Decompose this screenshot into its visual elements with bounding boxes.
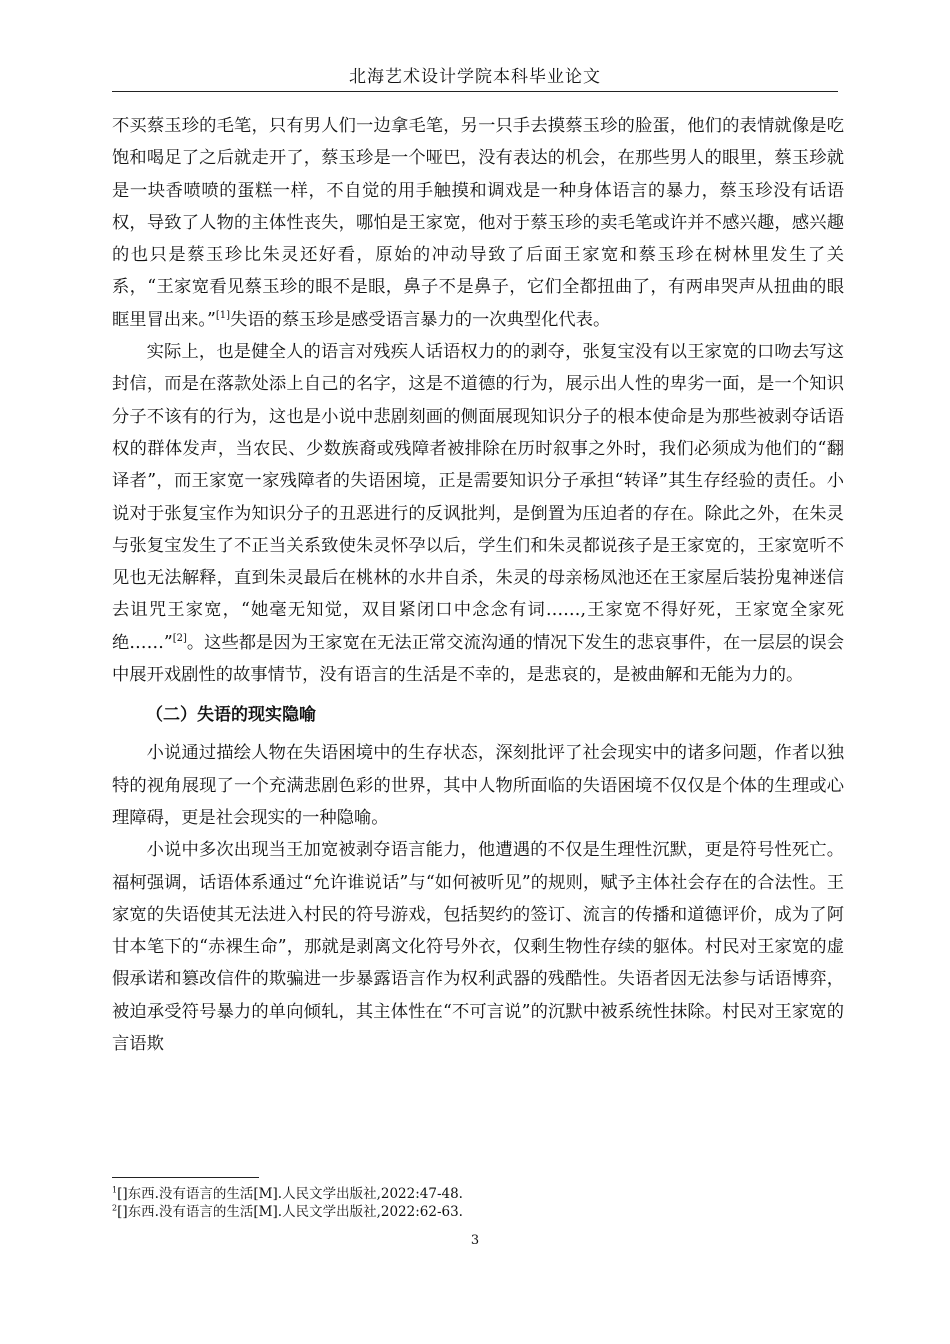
paragraph-1-text-a: 不买蔡玉珍的毛笔，只有男人们一边拿毛笔，另一只手去摸蔡玉珍的脸蛋，他们的表情就像是吃饱和喝足了之后就走开了，蔡玉珍是一个哑巴，没有表达的机会，在那些男人的眼里，蔡玉珍就是一块香喷喷的蛋糕一样，不自觉的用手触摸和调戏是一种身体语言的暴力，蔡玉珍没有话语权，导致了人物的主体性丧失，哪怕是王家宽，他对于蔡玉珍的卖毛笔或许并不感兴趣，感兴趣的也只是蔡玉珍比朱灵还好看，原始的冲动导致了后面王家宽和蔡玉珍在树林里发生了关系，“王家宽看见蔡玉珍的眼不是眼，鼻子不是鼻子，它们全都扭曲了，有两串哭声从扭曲的眼眶里冒出来。” [112,116,844,330]
footnote-2-text: []东西.没有语言的生活[M].人民文学出版社,2022:62-63. [117,1204,463,1220]
footnote-1-mark: 1 [112,1185,118,1195]
footnote-1 [112,1185,844,1203]
header-divider [112,91,838,92]
citation-2: [2] [172,632,187,644]
page-header-title: 北海艺术设计学院本科毕业论文 [349,67,601,87]
footnotes [112,1185,844,1221]
paragraph-3: 小说通过描绘人物在失语困境中的生存状态，深刻批评了社会现实中的诸多问题，作者以独特的视角展现了一个充满悲剧色彩的世界，其中人物所面临的失语困境不仅仅是个体的生理或心理障碍，更是社会现实的一种隐喻。 [112,743,844,828]
footnote-divider [112,1177,259,1178]
paragraph-1-text-b: 失语的蔡玉珍是感受语言暴力的一次典型化代表。 [230,309,611,330]
body-text [112,110,844,1060]
paragraph-4: 小说中多次出现当王加宽被剥夺语言能力，他遭遇的不仅是生理性沉默，更是符号性死亡。福柯强调，话语体系通过“允许谁说话”与“如何被听见”的规则，赋予主体社会存在的合法性。王家宽的失语使其无法进入村民的符号游戏，包括契约的签订、流言的传播和道德评价，成为了阿甘本笔下的“赤裸生命”，那就是剥离文化符号外衣，仅剩生物性存续的躯体。村民对王家宽的虚假承诺和篡改信件的欺骗进一步暴露语言作为权利武器的残酷性。失语者因无法参与话语博弈，被迫承受符号暴力的单向倾轧，其主体性在“不可言说”的沉默中被系统性抹除。村民对王家宽的言语欺 [112,840,844,1055]
citation-1: [1] [215,310,231,322]
paragraph-2-text-a: 实际上，也是健全人的语言对残疾人话语权力的的剥夺，张复宝没有以王家宽的口吻去写这封信，而是在落款处添上自己的名字，这是不道德的行为，展示出人性的卑劣一面，是一个知识分子不该有的行为，这也是小说中悲剧刻画的侧面展现知识分子的根本使命是为那些被剥夺话语权的群体发声，当农民、少数族裔或残障者被排除在历时叙事之外时，我们必须成为他们的“翻译者”，而王家宽一家残障者的失语困境，正是需要知识分子承担“转译”其生存经验的责任。小说对于张复宝作为知识分子的丑恶进行的反讽批判，是倒置为压迫者的存在。除此之外，在朱灵与张复宝发生了不正当关系致使朱灵怀孕以后，学生们和朱灵都说孩子是王家宽的，王家宽听不见也无法解释，直到朱灵最后在桃林的水井自杀，朱灵的母亲杨凤池还在王家屋后装扮鬼神迷信去诅咒王家宽，“她毫无知觉，双目紧闭口中念念有词……,王家宽不得好死，王家宽全家死绝……” [112,342,844,653]
footnote-1-text: []东西.没有语言的生活[M].人民文学出版社,2022:47-48. [117,1186,463,1202]
paragraph-1 [112,110,844,336]
footnote-2 [112,1203,844,1221]
section-heading: （二）失语的现实隐喻 [146,705,316,726]
page-number: 3 [470,1233,480,1248]
footnote-2-mark: 2 [112,1203,118,1213]
paragraph-2-text-b: 。这些都是因为王家宽在无法正常交流沟通的情况下发生的悲哀事件，在一层层的误会中展开戏剧性的故事情节，没有语言的生活是不幸的，是悲哀的，是被曲解和无能为力的。 [112,632,844,686]
paragraph-2 [112,336,844,691]
